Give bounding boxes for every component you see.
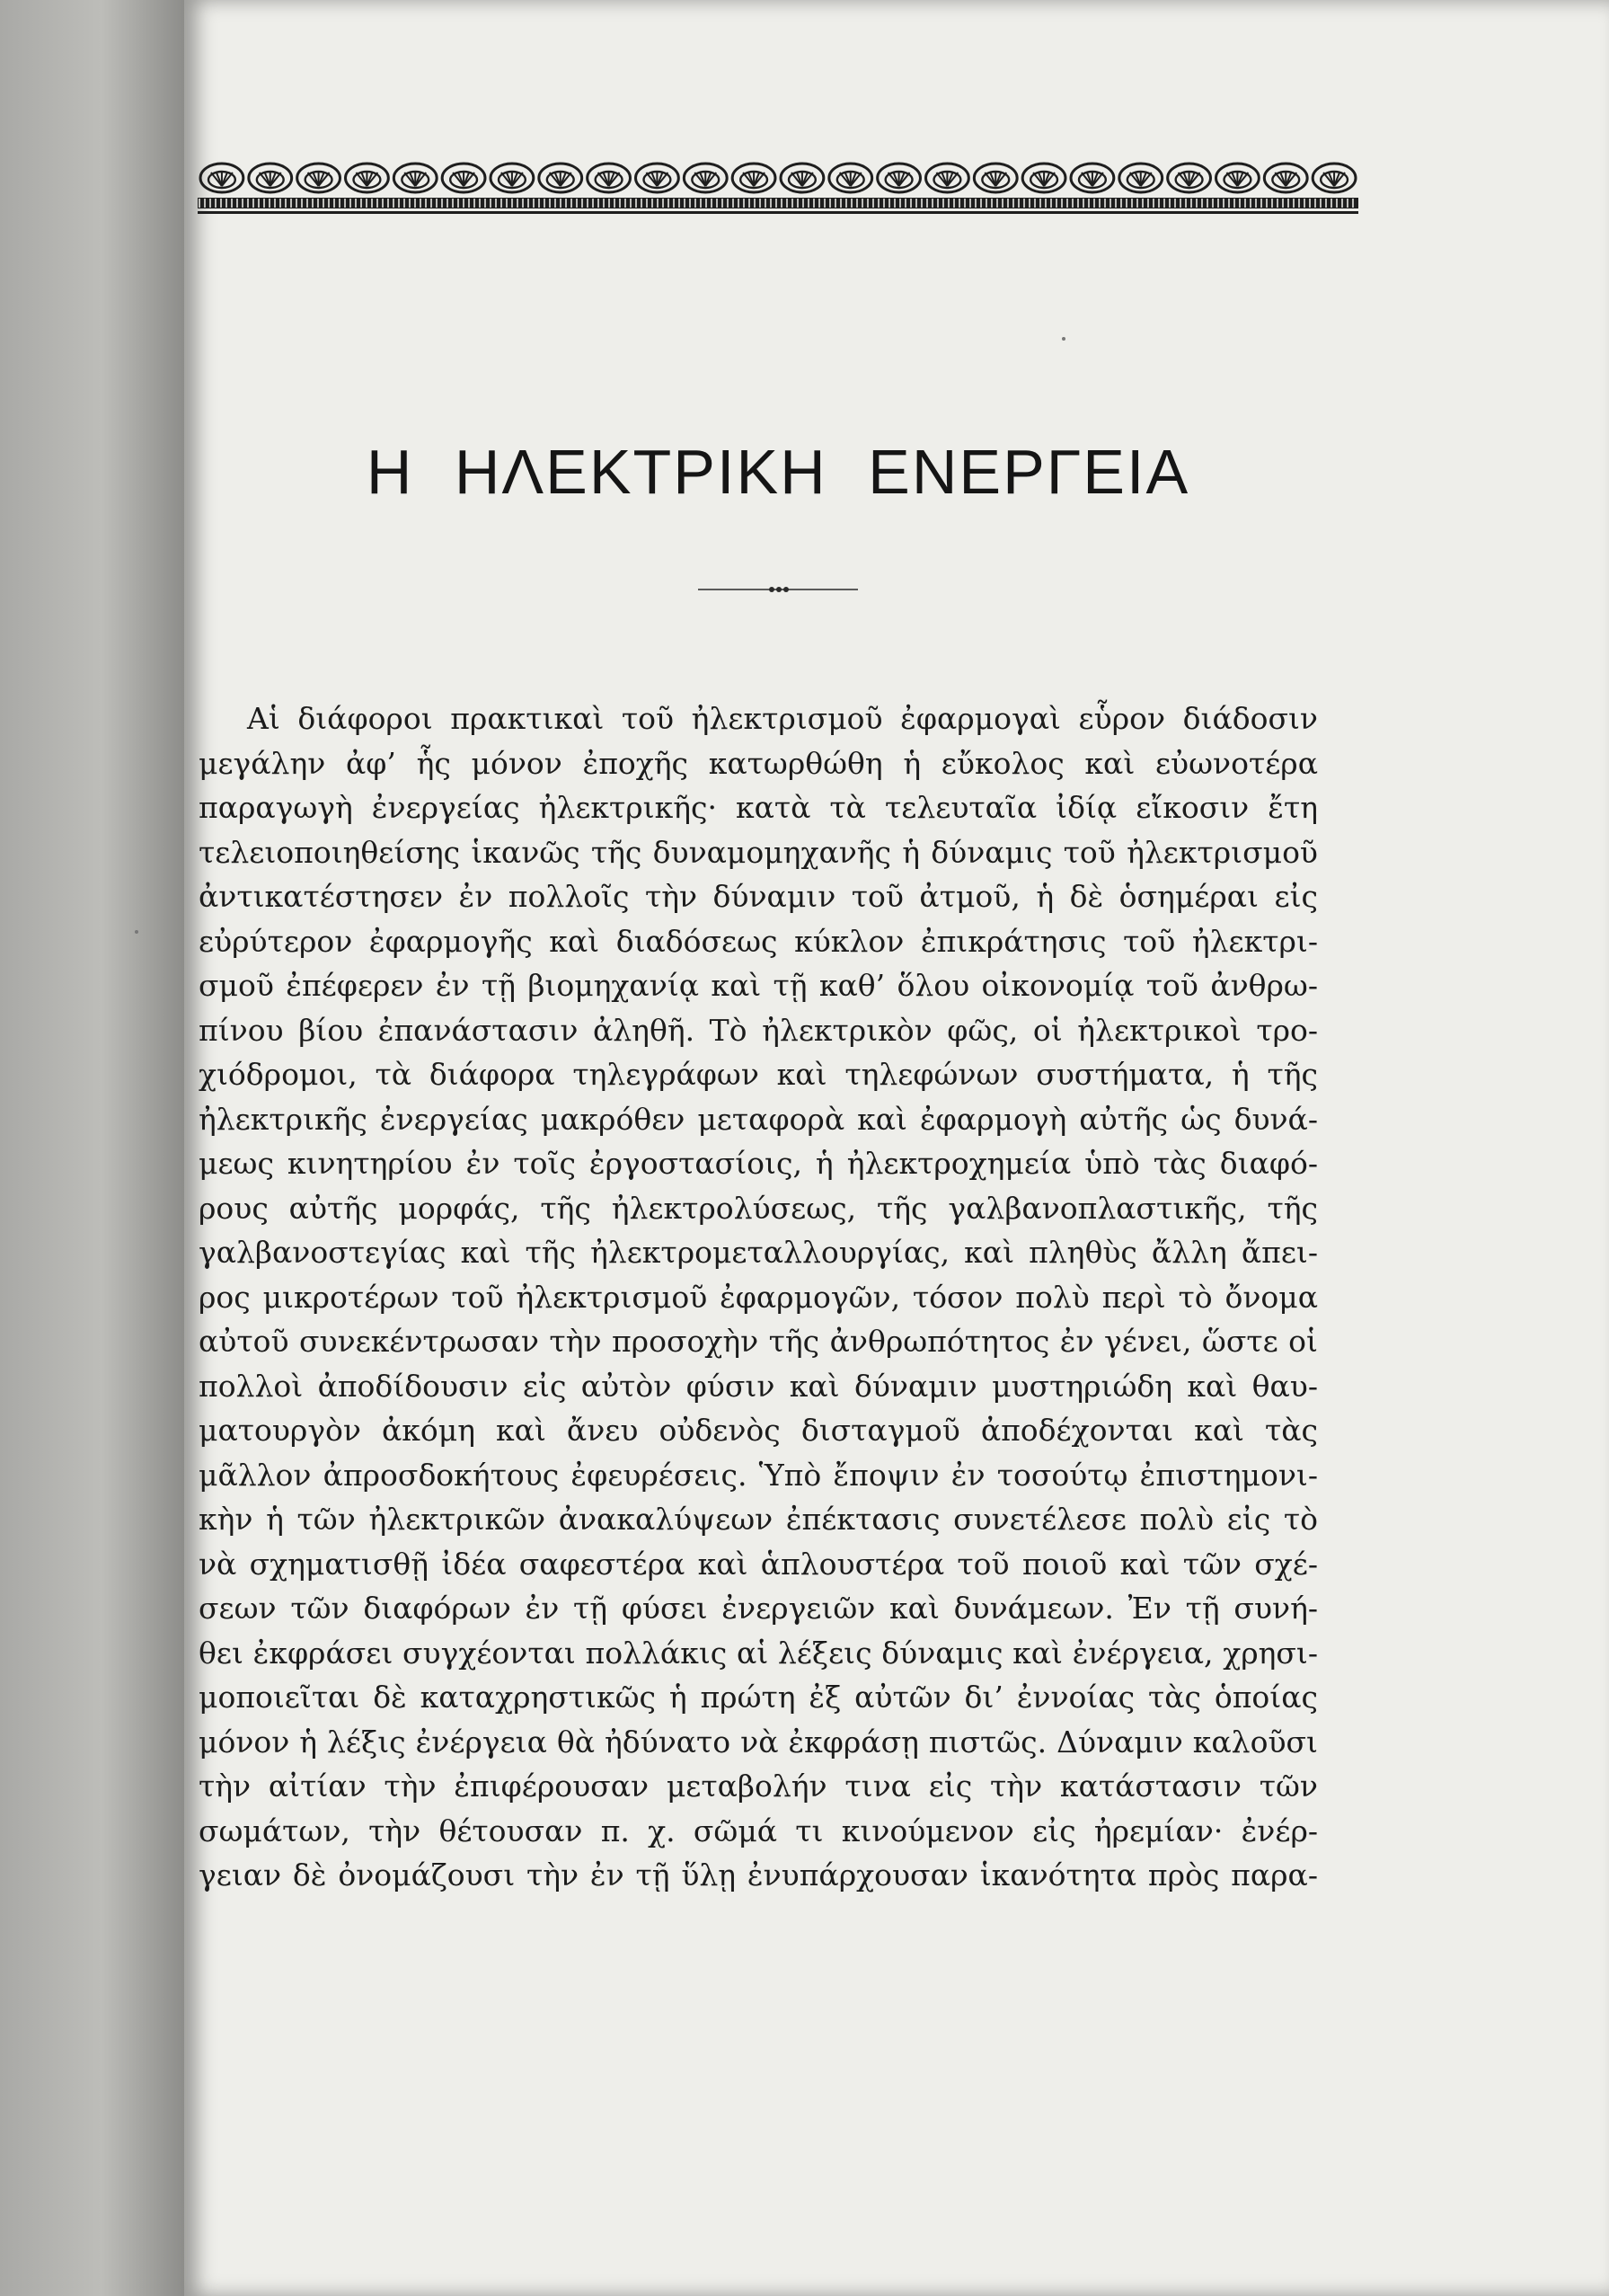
palmette-icon [1168,164,1211,192]
palmette-icon [200,164,243,192]
chapter-title: Η ΗΛΕΚΤΡΙΚΗ ΕΝΕΡΓΕΙΑ [366,437,1190,507]
text-line: ματουργὸν ἀκόμη καὶ ἄνευ οὐδενὸς δισταγμοῦ ἀποδέχονται καὶ τὰς [199,1413,1318,1448]
text-line: πίνου βίου ἐπανάστασιν ἀληθῆ. Τὸ ἠλεκτρικὸν φῶς, οἱ ἠλεκτρικοὶ τρο- [199,1012,1318,1048]
text-line: τελειοποιηθείσης ἱκανῶς τῆς δυναμομηχανῆς ἡ δύναμις τοῦ ἠλεκτρισμοῦ [199,834,1318,870]
print-speck [135,930,138,934]
text-line: σεων τῶν διαφόρων ἐν τῇ φύσει ἐνεργειῶν καὶ δυνάμεων. Ἐν τῇ συνή- [199,1591,1318,1626]
palmette-icon [1313,164,1356,192]
palmette-icon [926,164,969,192]
text-line: γαλβανοστεγίας καὶ τῆς ἠλεκτρομεταλλουργίας, καὶ πληθὺς ἄλλη ἄπει- [199,1235,1318,1270]
palmette-icon [491,164,534,192]
text-line: μόνον ἡ λέξις ἐνέργεια θὰ ἠδύνατο νὰ ἐκφράσῃ πιστῶς. Δύναμιν καλοῦσι [199,1724,1318,1760]
text-line: ἀντικατέστησεν ἐν πολλοῖς τὴν δύναμιν τοῦ ἀτμοῦ, ἡ δὲ ὁσημέραι εἰς [199,879,1318,914]
palmette-icon [732,164,775,192]
text-line: τὴν αἰτίαν τὴν ἐπιφέρουσαν μεταβολήν τινα εἰς τὴν κατάστασιν τῶν [199,1769,1318,1804]
text-line: παραγωγὴ ἐνεργείας ἠλεκτρικῆς· κατὰ τὰ τελευταῖα ἰδίᾳ εἴκοσιν ἔτη [199,790,1318,825]
palmette-icon [1119,164,1163,192]
palmette-icon [1071,164,1114,192]
text-line: σωμάτων, τὴν θέτουσαν π. χ. σῶμά τι κινούμενον εἰς ἠρεμίαν· ἐνέρ- [199,1813,1318,1848]
palmette-icon [588,164,631,192]
page-fold-shadow [0,0,184,2296]
text-line: πολλοὶ ἀποδίδουσιν εἰς αὐτὸν φύσιν καὶ δύναμιν μυστηριώδη καὶ θαυ- [199,1368,1318,1404]
text-line: μεγάλην ἀφ’ ἧς μόνον ἐποχῆς κατωρθώθη ἡ εὔκολος καὶ εὐωνοτέρα [199,745,1318,781]
text-line: ρους αὐτῆς μορφάς, τῆς ἠλεκτρολύσεως, τῆς γαλβανοπλαστικῆς, τῆς [199,1190,1318,1226]
text-line: κὴν ἡ τῶν ἠλεκτρικῶν ἀνακαλύψεων ἐπέκτασις συνετέλεσε πολὺ εἰς τὸ [199,1502,1318,1537]
text-line: χιόδρομοι, τὰ διάφορα τηλεγράφων καὶ τηλεφώνων συστήματα, ἡ τῆς [199,1057,1318,1092]
body-paragraph [199,696,1318,1898]
palmette-icon [297,164,340,192]
text-line: μᾶλλον ἀπροσδοκήτους ἐφευρέσεις. Ὑπὸ ἔποψιν ἐν τοσούτῳ ἐπιστημονι- [199,1457,1318,1493]
palmette-icon [781,164,824,192]
text-line: εὐρύτερον ἐφαρμογῆς καὶ διαδόσεως κύκλον ἐπικράτησις τοῦ ἠλεκτρι- [199,923,1318,959]
text-line: αὐτοῦ συνεκέντρωσαν τὴν προσοχὴν τῆς ἀνθρωπότητος ἐν γένει, ὥστε οἱ [199,1324,1318,1359]
palmette-icon [636,164,679,192]
palmette-icon [1264,164,1307,192]
text-line: ἠλεκτρικῆς ἐνεργείας μακρόθεν μεταφορὰ καὶ ἐφαρμογὴ αὐτῆς ὡς δυνά- [199,1101,1318,1137]
palmette-icon [442,164,485,192]
palmette-icon [684,164,727,192]
text-line: θει ἐκφράσει συγχέονται πολλάκις αἱ λέξεις δύναμις καὶ ἐνέργεια, χρησι- [199,1635,1318,1671]
text-line: νὰ σχηματισθῇ ἰδέα σαφεστέρα καὶ ἁπλουστέρα τοῦ ποιοῦ καὶ τῶν σχέ- [199,1546,1318,1582]
palmette-ornament-border [198,160,1358,217]
palmette-icon [393,164,437,192]
palmette-icon [1022,164,1065,192]
palmette-icon [346,164,389,192]
palmette-icon [1216,164,1260,192]
palmette-icon [974,164,1017,192]
text-line: μεως κινητηρίου ἐν τοῖς ἐργοστασίοις, ἡ ἠλεκτροχημεία ὑπὸ τὰς διαφό- [199,1146,1318,1181]
palmette-icon [249,164,292,192]
palmette-icon [829,164,872,192]
text-line: γειαν δὲ ὀνομάζουσι τὴν ἐν τῇ ὕλῃ ἐνυπάρχουσαν ἱκανότητα πρὸς παρα- [199,1857,1318,1893]
text-line: μοποιεῖται δὲ καταχρηστικῶς ἡ πρώτη ἐξ αὐτῶν δι’ ἐννοίας τὰς ὁποίας [199,1680,1318,1715]
palmette-icon [539,164,582,192]
text-line: σμοῦ ἐπέφερεν ἐν τῇ βιομηχανίᾳ καὶ τῇ καθ’ ὅλου οἰκονομίᾳ τοῦ ἀνθρω- [199,968,1318,1003]
title-divider-rule [698,584,858,595]
palmette-icon [878,164,921,192]
text-line: Αἱ διάφοροι πρακτικαὶ τοῦ ἠλεκτρισμοῦ ἐφαρμογαὶ εὗρον διάδοσιν [247,701,1318,736]
text-line: ρος μικροτέρων τοῦ ἠλεκτρισμοῦ ἐφαρμογῶν, τόσον πολὺ περὶ τὸ ὄνομα [199,1279,1318,1315]
print-speck [1062,337,1065,341]
